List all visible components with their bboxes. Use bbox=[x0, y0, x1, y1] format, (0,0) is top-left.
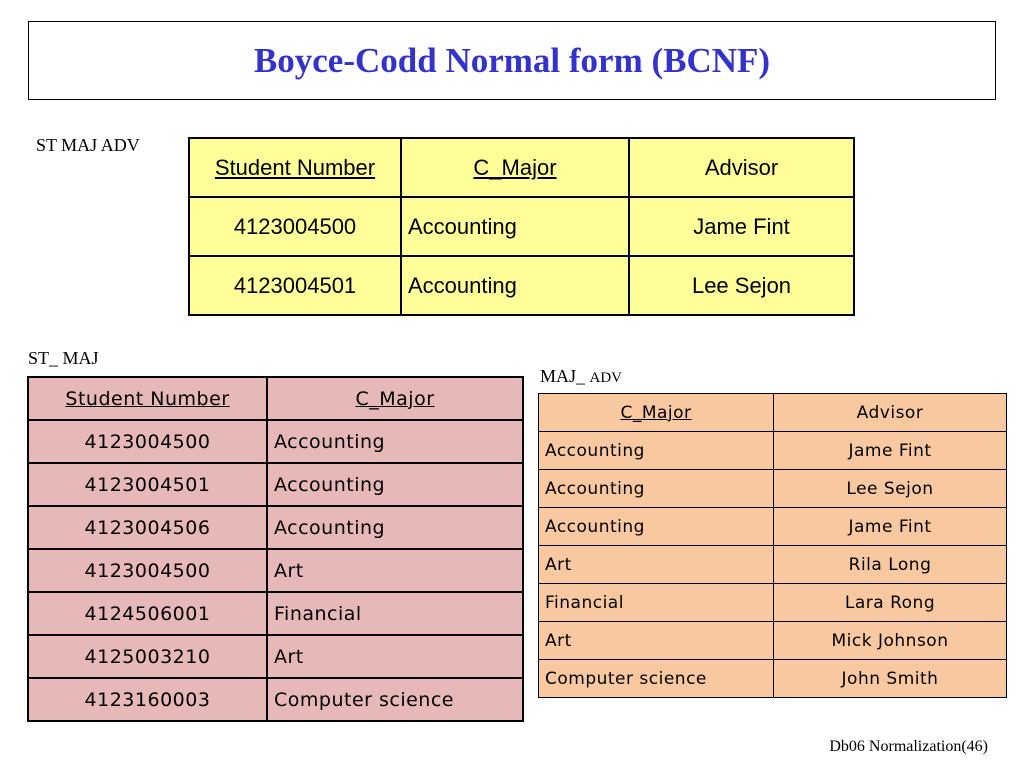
table-row bbox=[28, 635, 523, 678]
column-header-c-major: C_Major bbox=[401, 138, 629, 197]
table-row bbox=[539, 470, 1007, 508]
cell-c-major: Accounting bbox=[539, 508, 774, 546]
table-row bbox=[28, 420, 523, 463]
table-row bbox=[539, 508, 1007, 546]
cell-c-major: Computer science bbox=[539, 660, 774, 698]
table-row bbox=[539, 432, 1007, 470]
cell-student-number: 4123004500 bbox=[28, 420, 267, 463]
cell-c-major: Accounting bbox=[539, 470, 774, 508]
cell-c-major: Accounting bbox=[267, 420, 523, 463]
maj-adv-caption-small: ADV bbox=[589, 370, 623, 386]
cell-c-major: Art bbox=[539, 622, 774, 660]
table-row bbox=[28, 549, 523, 592]
cell-student-number: 4123004500 bbox=[28, 549, 267, 592]
table-row bbox=[539, 546, 1007, 584]
table-row bbox=[28, 463, 523, 506]
table-header-row bbox=[189, 138, 854, 197]
cell-advisor: John Smith bbox=[774, 660, 1007, 698]
cell-c-major: Accounting bbox=[401, 197, 629, 256]
st-maj-table bbox=[27, 376, 524, 722]
cell-student-number: 4124506001 bbox=[28, 592, 267, 635]
table-row bbox=[28, 592, 523, 635]
cell-c-major: Art bbox=[267, 635, 523, 678]
cell-c-major: Financial bbox=[539, 584, 774, 622]
cell-advisor: Jame Fint bbox=[629, 197, 854, 256]
column-header-student-number: Student Number bbox=[28, 377, 267, 420]
cell-c-major: Accounting bbox=[267, 463, 523, 506]
table-row bbox=[28, 506, 523, 549]
cell-student-number: 4123004500 bbox=[189, 197, 401, 256]
slide-title: Boyce-Codd Normal form (BCNF) bbox=[253, 40, 771, 80]
cell-c-major: Financial bbox=[267, 592, 523, 635]
table-row bbox=[539, 660, 1007, 698]
cell-c-major: Computer science bbox=[267, 678, 523, 721]
st-maj-adv-table bbox=[188, 137, 855, 316]
cell-advisor: Rila Long bbox=[774, 546, 1007, 584]
column-header-advisor: Advisor bbox=[629, 138, 854, 197]
cell-student-number: 4125003210 bbox=[28, 635, 267, 678]
maj-adv-caption bbox=[540, 366, 622, 387]
table-row bbox=[189, 256, 854, 315]
cell-c-major: Art bbox=[267, 549, 523, 592]
cell-advisor: Jame Fint bbox=[774, 432, 1007, 470]
st-maj-adv-caption: ST MAJ ADV bbox=[36, 135, 140, 155]
cell-student-number: 4123004501 bbox=[28, 463, 267, 506]
cell-advisor: Lee Sejon bbox=[629, 256, 854, 315]
table-header-row bbox=[28, 377, 523, 420]
column-header-advisor: Advisor bbox=[774, 394, 1007, 432]
cell-advisor: Lara Rong bbox=[774, 584, 1007, 622]
table-header-row bbox=[539, 394, 1007, 432]
maj-adv-table bbox=[538, 393, 1007, 698]
cell-c-major: Accounting bbox=[401, 256, 629, 315]
title-box bbox=[28, 21, 996, 100]
cell-c-major: Accounting bbox=[267, 506, 523, 549]
column-header-c-major: C_Major bbox=[539, 394, 774, 432]
column-header-c-major: C_Major bbox=[267, 377, 523, 420]
cell-advisor: Jame Fint bbox=[774, 508, 1007, 546]
maj-adv-caption-main: MAJ_ bbox=[540, 366, 586, 386]
table-row bbox=[28, 678, 523, 721]
column-header-student-number: Student Number bbox=[189, 138, 401, 197]
table-row bbox=[189, 197, 854, 256]
cell-c-major: Accounting bbox=[539, 432, 774, 470]
cell-c-major: Art bbox=[539, 546, 774, 584]
table-row bbox=[539, 584, 1007, 622]
st-maj-caption: ST_ MAJ bbox=[28, 348, 99, 368]
cell-advisor: Lee Sejon bbox=[774, 470, 1007, 508]
slide-footer: Db06 Normalization(46) bbox=[829, 738, 988, 755]
cell-student-number: 4123004506 bbox=[28, 506, 267, 549]
cell-advisor: Mick Johnson bbox=[774, 622, 1007, 660]
cell-student-number: 4123004501 bbox=[189, 256, 401, 315]
table-row bbox=[539, 622, 1007, 660]
cell-student-number: 4123160003 bbox=[28, 678, 267, 721]
